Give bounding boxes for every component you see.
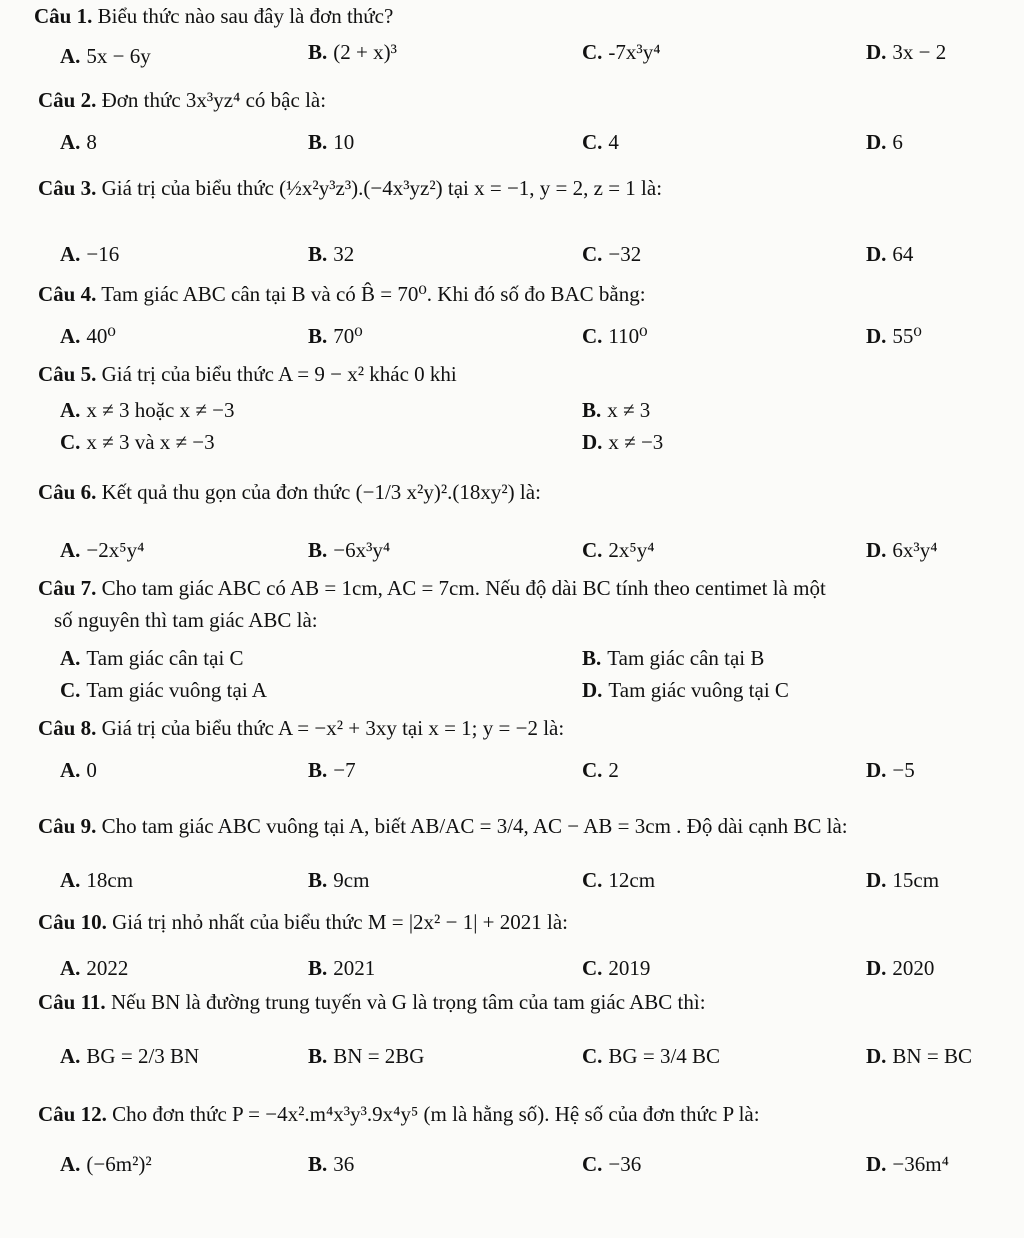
question-stem: Câu 12. Cho đơn thức P = −4x².m⁴x³y³.9x⁴y⁵ (m là hằng số). Hệ số của đơn thức P là: bbox=[38, 1102, 760, 1126]
option-d: D. −36m⁴ bbox=[866, 1152, 949, 1176]
option-d: D. −5 bbox=[866, 758, 915, 782]
option-c: C. −32 bbox=[582, 242, 642, 266]
question-stem: Câu 2. Đơn thức 3x³yz⁴ có bậc là: bbox=[38, 88, 327, 112]
option-b: B. (2 + x)³ bbox=[308, 40, 397, 64]
option-c: C. -7x³y⁴ bbox=[582, 40, 661, 64]
question-stem: Câu 5. Giá trị của biểu thức A = 9 − x² khác 0 khi bbox=[38, 362, 457, 386]
option-d: D. 6 bbox=[866, 130, 903, 154]
option-b: B. 9cm bbox=[308, 868, 370, 892]
option-c: C. BG = 3/4 BC bbox=[582, 1044, 721, 1068]
option-c: C. 110⁰ bbox=[582, 324, 648, 348]
question-stem: Câu 4. Tam giác ABC cân tại B và có B̂ = 70⁰. Khi đó số đo BAC bằng: bbox=[38, 282, 646, 306]
question-stem: Câu 6. Kết quả thu gọn của đơn thức (−1/3 x²y)².(18xy²) là: bbox=[38, 480, 541, 504]
option-d: D. 6x³y⁴ bbox=[866, 538, 938, 562]
option-a: A. (−6m²)² bbox=[60, 1152, 152, 1176]
option-c: C. 2019 bbox=[582, 956, 651, 980]
option-b: B. 2021 bbox=[308, 956, 376, 980]
option-a: A. 5x − 6y bbox=[60, 44, 151, 68]
option-c: C. 4 bbox=[582, 130, 619, 154]
option-d: D. 3x − 2 bbox=[866, 40, 947, 64]
option-a: A. BG = 2/3 BN bbox=[60, 1044, 200, 1068]
option-a: A. −2x⁵y⁴ bbox=[60, 538, 145, 562]
option-c: C. 12cm bbox=[582, 868, 656, 892]
option-a: A. −16 bbox=[60, 242, 120, 266]
option-a: A. 2022 bbox=[60, 956, 129, 980]
option-b: B. −7 bbox=[308, 758, 356, 782]
option-d: D. x ≠ −3 bbox=[582, 430, 664, 454]
question-stem: Câu 9. Cho tam giác ABC vuông tại A, biết AB/AC = 3/4, AC − AB = 3cm . Độ dài cạnh BC là: bbox=[38, 814, 848, 838]
option-a: A. 40⁰ bbox=[60, 324, 116, 348]
option-b: B. x ≠ 3 bbox=[582, 398, 651, 422]
option-d: D. 15cm bbox=[866, 868, 940, 892]
question-stem: Câu 11. Nếu BN là đường trung tuyến và G là trọng tâm của tam giác ABC thì: bbox=[38, 990, 706, 1014]
option-b: B. Tam giác cân tại B bbox=[582, 646, 765, 670]
question-stem: Câu 8. Giá trị của biểu thức A = −x² + 3xy tại x = 1; y = −2 là: bbox=[38, 716, 565, 740]
option-c: C. 2x⁵y⁴ bbox=[582, 538, 655, 562]
option-d: D. 64 bbox=[866, 242, 914, 266]
option-d: D. BN = BC bbox=[866, 1044, 972, 1068]
question-stem-continued: số nguyên thì tam giác ABC là: bbox=[54, 608, 318, 632]
option-b: B. 10 bbox=[308, 130, 355, 154]
option-a: A. x ≠ 3 hoặc x ≠ −3 bbox=[60, 398, 235, 422]
question-stem: Câu 10. Giá trị nhỏ nhất của biểu thức M = |2x² − 1| + 2021 là: bbox=[38, 910, 568, 934]
option-a: A. 0 bbox=[60, 758, 97, 782]
option-b: B. BN = 2BG bbox=[308, 1044, 425, 1068]
option-c: C. 2 bbox=[582, 758, 619, 782]
option-c: C. x ≠ 3 và x ≠ −3 bbox=[60, 430, 215, 454]
question-stem: Câu 1. Biểu thức nào sau đây là đơn thức? bbox=[34, 4, 394, 28]
option-d: D. Tam giác vuông tại C bbox=[582, 678, 789, 702]
option-b: B. −6x³y⁴ bbox=[308, 538, 391, 562]
option-a: A. Tam giác cân tại C bbox=[60, 646, 244, 670]
option-a: A. 8 bbox=[60, 130, 97, 154]
option-d: D. 2020 bbox=[866, 956, 935, 980]
option-b: B. 70⁰ bbox=[308, 324, 363, 348]
question-stem: Câu 3. Giá trị của biểu thức (½x²y³z³).(−4x³yz²) tại x = −1, y = 2, z = 1 là: bbox=[38, 176, 663, 200]
option-c: C. Tam giác vuông tại A bbox=[60, 678, 267, 702]
option-c: C. −36 bbox=[582, 1152, 642, 1176]
option-b: B. 32 bbox=[308, 242, 355, 266]
option-a: A. 18cm bbox=[60, 868, 134, 892]
option-d: D. 55⁰ bbox=[866, 324, 922, 348]
option-b: B. 36 bbox=[308, 1152, 355, 1176]
question-stem: Câu 7. Cho tam giác ABC có AB = 1cm, AC = 7cm. Nếu độ dài BC tính theo centimet là một bbox=[38, 576, 826, 600]
